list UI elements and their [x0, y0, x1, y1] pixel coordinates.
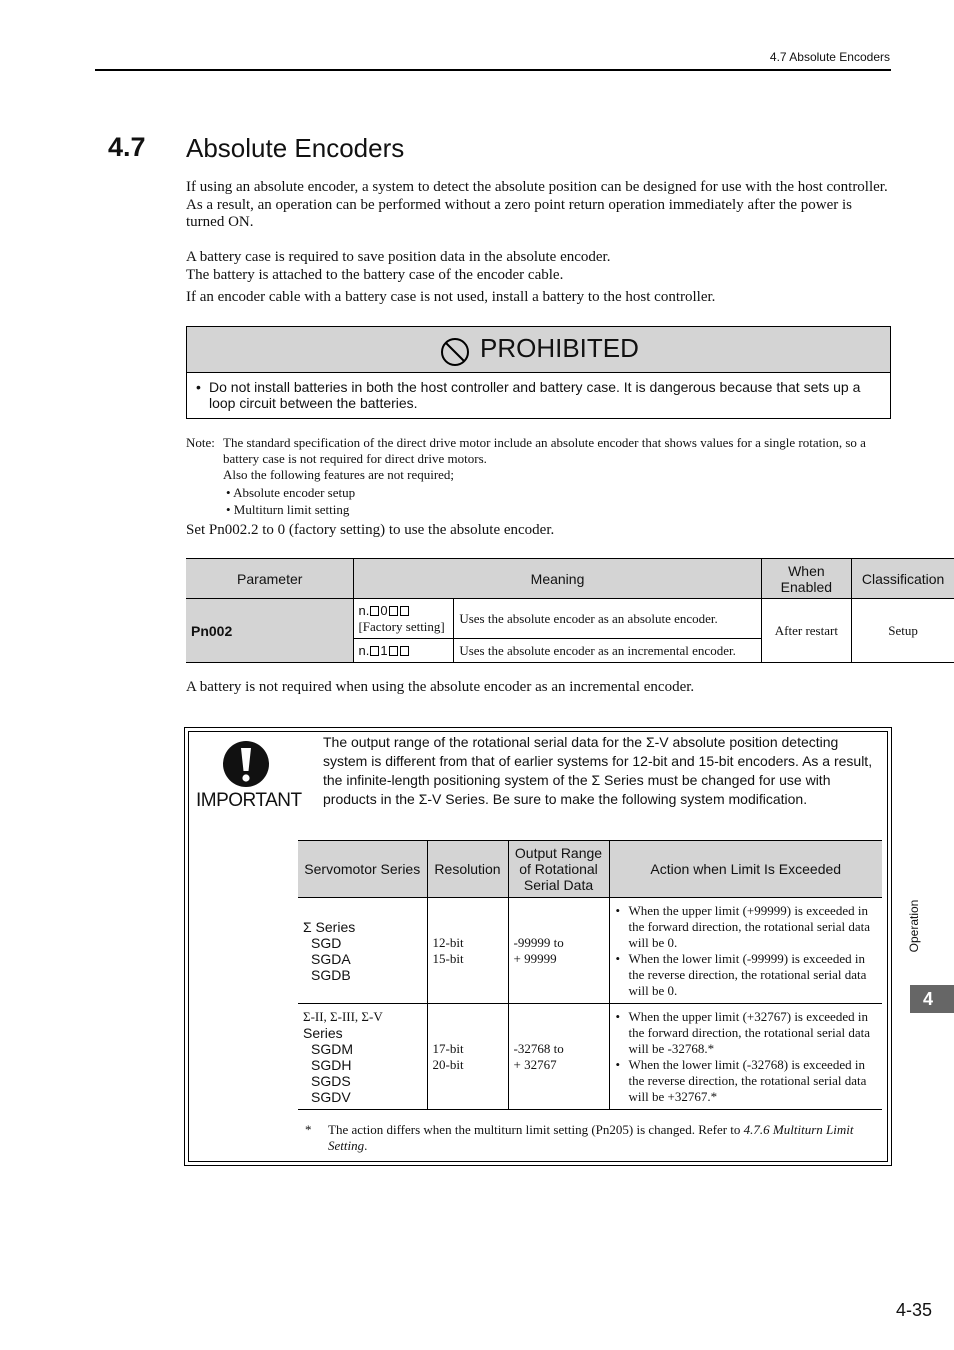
action-item: • When the upper limit (+99999) is exceeded in the forward direction, the rotational serial data will be 0. — [616, 903, 878, 951]
battery-paragraph-1: A battery case is required to save position data in the absolute encoder. — [186, 249, 611, 265]
setting-prefix: n. — [358, 642, 370, 658]
battery-paragraph-3: If an encoder cable with a battery case is not used, install a battery to the host controller. — [186, 289, 716, 305]
table-header-row — [298, 841, 882, 898]
note-item: • Multiturn limit setting — [226, 502, 350, 517]
footnote-end: . — [364, 1138, 368, 1153]
note-item: • Absolute encoder setup — [226, 485, 356, 500]
setting-prefix: n. — [358, 602, 370, 618]
servomotor-table — [298, 840, 882, 1110]
page-number: 4-35 — [895, 1300, 932, 1320]
parameter-name: Pn002 — [186, 599, 354, 663]
section-title: Absolute Encoders — [186, 133, 405, 163]
resolution-value: 12-bit — [432, 934, 464, 950]
parameter-table — [186, 558, 954, 663]
prohibited-box — [186, 326, 891, 419]
setting-digit: 0 — [380, 602, 388, 618]
col-header: When Enabled — [761, 559, 852, 599]
table-header-row — [186, 559, 954, 599]
side-label-text: Operation — [907, 899, 921, 953]
parameter-setting — [354, 639, 454, 663]
action-cell — [609, 898, 882, 1004]
digit-box-icon — [400, 646, 409, 656]
series-model: SGDS — [311, 1072, 351, 1089]
col-header: Output Range of Rotational Serial Data — [508, 841, 609, 898]
factory-setting-label: [Factory setting] — [358, 618, 445, 634]
series-model: SGDA — [311, 950, 351, 967]
resolution-value: 20-bit — [432, 1056, 464, 1072]
table-row — [186, 599, 954, 639]
series-cell — [298, 898, 427, 1004]
action-item: • When the lower limit (-99999) is exceeded in the reverse direction, the rotational serial data will be 0. — [616, 951, 878, 999]
range-cell — [508, 1004, 609, 1110]
series-model: SGDM — [311, 1040, 353, 1057]
footnote-body: The action differs when the multiturn limit setting (Pn205) is changed. Refer to — [328, 1122, 744, 1137]
action-list — [616, 903, 878, 999]
resolution-value: 17-bit — [432, 1040, 464, 1056]
digit-box-icon — [389, 646, 398, 656]
range-value: + 32767 — [513, 1056, 557, 1072]
when-enabled-cell: After restart — [761, 599, 852, 663]
set-parameter-paragraph: Set Pn002.2 to 0 (factory setting) to use the absolute encoder. — [186, 522, 555, 538]
series-title: Σ Series — [303, 918, 356, 935]
section-number: 4.7 — [108, 132, 146, 162]
resolution-value: 15-bit — [432, 950, 464, 966]
range-value: -99999 to — [513, 934, 564, 950]
series-model: SGD — [311, 934, 342, 951]
col-header: Resolution — [427, 841, 508, 898]
setting-digit: 1 — [380, 642, 388, 658]
side-section-label — [904, 897, 924, 959]
series-subtitle: Series — [303, 1024, 343, 1041]
series-model: SGDV — [311, 1088, 351, 1105]
col-header: Meaning — [354, 559, 761, 599]
important-text: The output range of the rotational serial data for the Σ-V absolute position detecting system is different from that of earlier systems for 12-bit and 15-bit encoders. As a result, the infinite-length positioning system of the Σ Series must be changed for use with products in the Σ-V Series. Be sure to make the following system modification. — [323, 734, 873, 807]
header-rule — [95, 69, 891, 71]
range-value: -32768 to — [513, 1040, 564, 1056]
resolution-cell — [427, 1004, 508, 1110]
parameter-setting — [354, 599, 454, 639]
resolution-cell — [427, 898, 508, 1004]
prohibited-icon — [440, 337, 470, 367]
range-value: + 99999 — [513, 950, 557, 966]
prohibited-text: Do not install batteries in both the host controller and battery case. It is dangerous because that sets up a loop circuit between the batteries. — [209, 379, 861, 411]
note-text-2: Also the following features are not required; — [223, 467, 455, 482]
series-model: SGDH — [311, 1056, 352, 1073]
table-row — [298, 898, 882, 1004]
col-header: Parameter — [186, 559, 354, 599]
series-title: Σ-II, Σ-III, Σ-V — [303, 1008, 383, 1024]
range-cell — [508, 898, 609, 1004]
intro-paragraph: If using an absolute encoder, a system to detect the absolute position can be designed for use with the host controller. As a result, an operation can be performed without a zero point return operation immediately after the power is turned ON. — [186, 179, 888, 230]
action-cell — [609, 1004, 882, 1110]
footnote-reference: 4.7.6 Multiturn Limit Setting — [328, 1122, 854, 1153]
prohibited-header — [187, 327, 890, 373]
chapter-tab: 4 — [910, 985, 954, 1013]
action-item: • When the lower limit (-32768) is exceeded in the reverse direction, the rotational serial data will be +32767.* — [616, 1057, 878, 1105]
prohibited-title: PROHIBITED — [480, 333, 639, 363]
exclamation-icon — [222, 740, 270, 788]
prohibited-bullet: • — [196, 379, 201, 395]
footnote-marker: * — [305, 1122, 312, 1137]
footnote-text — [328, 1122, 880, 1154]
col-header: Action when Limit Is Exceeded — [609, 841, 882, 898]
note-text: The standard specification of the direct drive motor include an absolute encoder that shows values for a single rotation, so a battery case is not required for direct drive motors. — [223, 435, 866, 466]
meaning-cell: Uses the absolute encoder as an incremental encoder. — [454, 639, 761, 663]
col-header: Classification — [852, 559, 954, 599]
table-row — [298, 1004, 882, 1110]
digit-box-icon — [370, 606, 379, 616]
digit-box-icon — [389, 606, 398, 616]
classification-cell: Setup — [852, 599, 954, 663]
series-cell — [298, 1004, 427, 1110]
digit-box-icon — [400, 606, 409, 616]
col-header: Servomotor Series — [298, 841, 427, 898]
action-item: • When the upper limit (+32767) is exceeded in the forward direction, the rotational serial data will be -32768.* — [616, 1009, 878, 1057]
important-label: IMPORTANT — [196, 790, 302, 811]
battery-paragraph-2: The battery is attached to the battery case of the encoder cable. — [186, 267, 564, 283]
battery-not-required-paragraph: A battery is not required when using the absolute encoder as an incremental encoder. — [186, 679, 695, 695]
meaning-cell: Uses the absolute encoder as an absolute encoder. — [454, 599, 761, 639]
note-label: Note: — [186, 435, 215, 450]
running-head: 4.7 Absolute Encoders — [769, 50, 890, 64]
digit-box-icon — [370, 646, 379, 656]
action-list — [616, 1009, 878, 1105]
series-model: SGDB — [311, 966, 351, 983]
